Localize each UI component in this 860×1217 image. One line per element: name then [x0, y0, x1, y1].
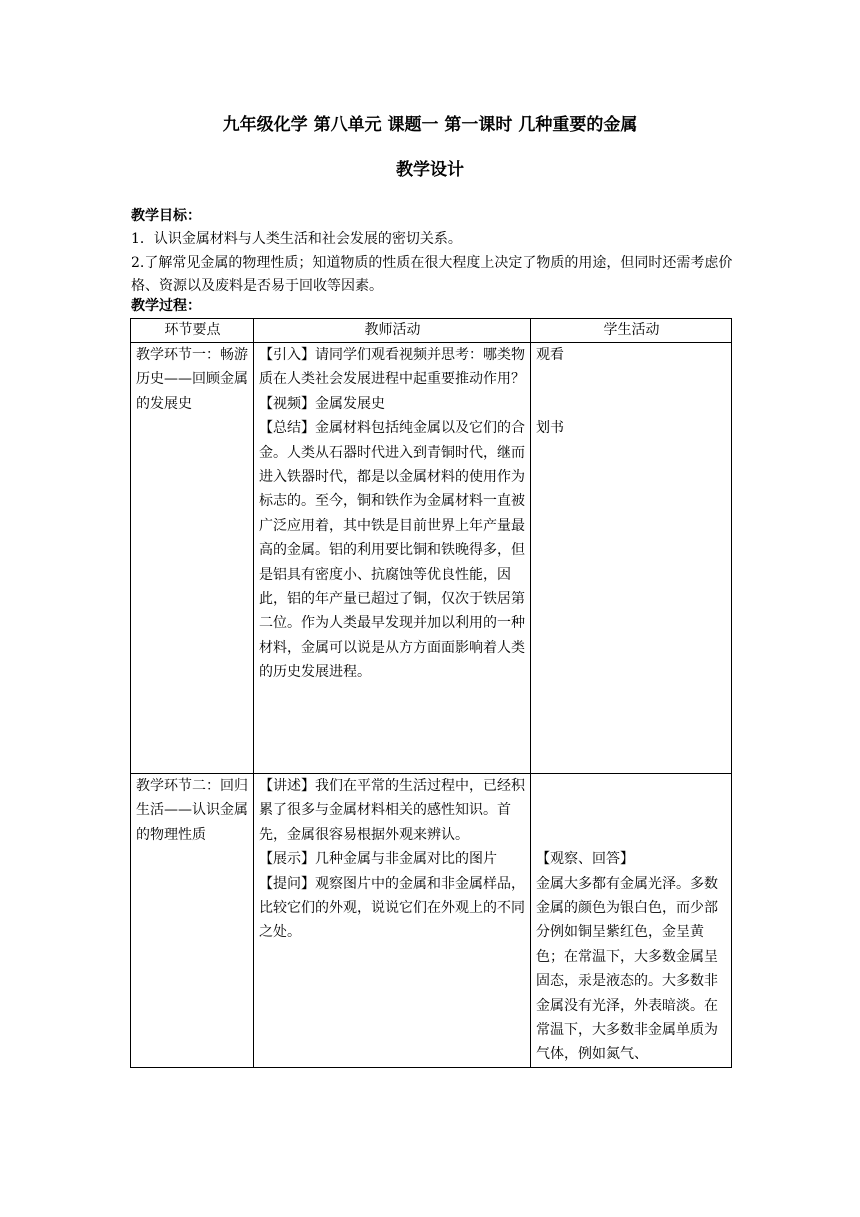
column-header-stage: 环节要点 — [131, 319, 254, 343]
teacher-activity-item: 【视频】金属发展史 — [259, 395, 385, 412]
teacher-activity-item: 【提问】观察图片中的金属和非金属样品，比较它们的外观，说说它们在外观上的不同之处。 — [259, 875, 525, 941]
process-table — [130, 318, 732, 1068]
student-activity-item: 【观察、回答】 — [536, 851, 634, 868]
document-subtitle: 教学设计 — [396, 160, 464, 180]
process-table-header-row — [131, 319, 732, 343]
objective-item-1: 1．认识金属材料与人类生活和社会发展的密切关系。 — [131, 231, 462, 247]
teacher-activity-cell — [254, 343, 531, 774]
table-row — [131, 343, 732, 774]
student-activity-cell — [531, 774, 732, 1068]
stage-text: 教学环节一：畅游历史——回顾金属的发展史 — [136, 347, 248, 412]
stage-cell — [131, 343, 254, 774]
column-header-student: 学生活动 — [531, 319, 732, 343]
column-header-teacher: 教师活动 — [254, 319, 531, 343]
stage-cell — [131, 774, 254, 1068]
objective-item-2: 2.了解常见金属的物理性质；知道物质的性质在很大程度上决定了物质的用途，但同时还需考虑价格、资源以及废料是否易于回收等因素。 — [131, 255, 733, 294]
teacher-activity-item: 【展示】几种金属与非金属对比的图片 — [259, 851, 497, 868]
stage-text: 教学环节二：回归生活——认识金属的物理性质 — [136, 778, 248, 843]
process-heading: 教学过程： — [131, 298, 201, 314]
teacher-activity-item: 【引入】请同学们观看视频并思考：哪类物质在人类社会发展进程中起重要推动作用？ — [259, 347, 525, 388]
student-activity-item: 划书 — [536, 420, 564, 437]
student-activity-item: 观看 — [536, 347, 564, 363]
student-activity-cell — [531, 343, 732, 774]
table-row — [131, 774, 732, 1068]
teacher-activity-item: 【总结】金属材料包括纯金属以及它们的合金。人类从石器时代进入到青铜时代，继而进入铁器时代，都是以金属材料的使用作为标志的。至今，铜和铁作为金属材料一直被广泛应用着，其中铁是目前世界上年产量最高的金属。铝的利用要比铜和铁晚得多，但是铝具有密度小、抗腐蚀等优良性能，因此，铝的年产量已超过了铜，仅次于铁居第二位。作为人类最早发现并加以利用的一种材料，金属可以说是从方方面面影响着人类的历史发展进程。 — [259, 420, 525, 681]
document-title: 九年级化学 第八单元 课题一 第一课时 几种重要的金属 — [222, 115, 638, 135]
teacher-activity-item: 【讲述】我们在平常的生活过程中，已经积累了很多与金属材料相关的感性知识。首先，金属很容易根据外观来辨认。 — [259, 778, 525, 843]
objectives-heading: 教学目标： — [131, 208, 201, 224]
student-activity-item: 金属大多都有金属光泽。多数金属的颜色为银白色，而少部分例如铜呈紫红色，金呈黄色；在常温下，大多数金属呈固态，汞是液态的。大多数非金属没有光泽，外表暗淡。在常温下，大多数非金属单质为气体，例如氮气、 — [536, 875, 718, 1063]
teacher-activity-cell — [254, 774, 531, 1068]
